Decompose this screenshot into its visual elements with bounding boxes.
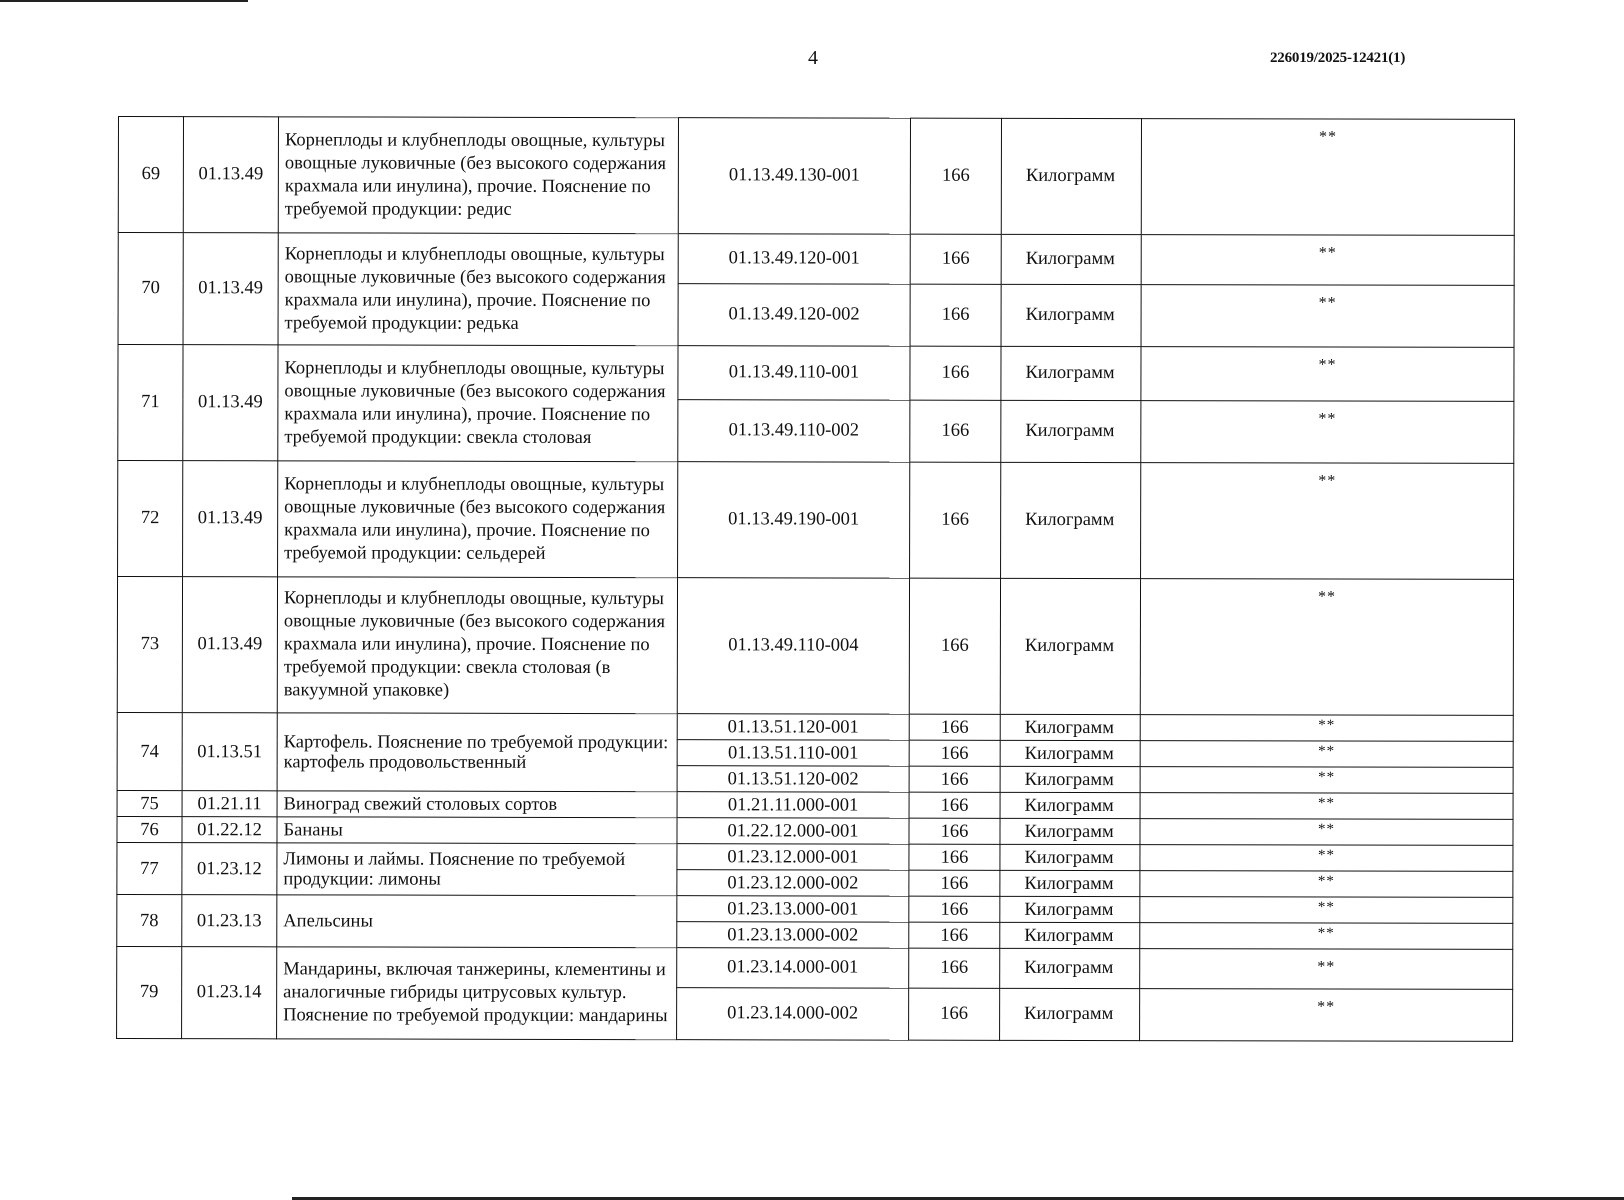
note-cell: **: [1140, 579, 1513, 716]
product-description-cell: Корнеплоды и клубнеплоды овощные, культуры овощные луковичные (без высокого содержания крахмала или инулина), прочие. Пояснение по требуемой продукции: редька: [278, 233, 678, 346]
row-number-cell: 73: [117, 577, 182, 713]
note-cell: **: [1140, 923, 1513, 950]
table-row: [117, 946, 1513, 989]
product-description-cell: Корнеплоды и клубнеплоды овощные, культуры овощные луковичные (без высокого содержания крахмала или инулина), прочие. Пояснение по требуемой продукции: свекла столовая (в вакуумной упаковке): [277, 577, 677, 714]
okei-code-cell: 166: [910, 118, 1001, 234]
product-description-cell: Бананы: [277, 817, 677, 844]
note-cell: **: [1140, 741, 1513, 768]
note-cell: **: [1140, 715, 1513, 742]
unit-cell: Килограмм: [1000, 714, 1140, 740]
top-rule: [0, 0, 248, 2]
note-cell: **: [1140, 793, 1513, 820]
okei-code-cell: 166: [909, 922, 1000, 948]
okei-code-cell: 166: [910, 400, 1001, 462]
ktru-code-cell: 01.21.11.000-001: [677, 792, 909, 818]
note-cell: **: [1141, 401, 1514, 464]
unit-cell: Килограмм: [1000, 792, 1140, 818]
unit-cell: Килограмм: [1001, 234, 1141, 284]
ktru-code-cell: 01.13.51.110-001: [677, 740, 909, 766]
unit-cell: Килограмм: [1001, 462, 1141, 578]
okei-code-cell: 166: [910, 462, 1001, 578]
okei-code-cell: 166: [909, 740, 1000, 766]
product-description-cell: Корнеплоды и клубнеплоды овощные, культуры овощные луковичные (без высокого содержания крахмала или инулина), прочие. Пояснение по требуемой продукции: редис: [278, 117, 678, 234]
okpd2-code-cell: 01.23.12: [182, 843, 277, 895]
unit-cell: Килограмм: [1000, 922, 1140, 948]
table-row: [118, 345, 1514, 402]
row-number-cell: 71: [118, 345, 183, 461]
row-number-cell: 77: [117, 842, 182, 894]
table-row: [117, 842, 1513, 871]
ktru-code-cell: 01.23.12.000-001: [677, 844, 909, 870]
okpd2-code-cell: 01.22.12: [182, 817, 277, 843]
product-description-cell: Корнеплоды и клубнеплоды овощные, культуры овощные луковичные (без высокого содержания крахмала или инулина), прочие. Пояснение по требуемой продукции: сельдерей: [278, 461, 678, 578]
okei-code-cell: 166: [909, 792, 1000, 818]
okpd2-code-cell: 01.13.49: [183, 461, 278, 577]
unit-cell: Килограмм: [1000, 578, 1140, 714]
table-row: [117, 816, 1513, 845]
row-number-cell: 78: [117, 894, 182, 946]
okei-code-cell: 166: [910, 284, 1001, 346]
product-description-cell: Корнеплоды и клубнеплоды овощные, культуры овощные луковичные (без высокого содержания крахмала или инулина), прочие. Пояснение по требуемой продукции: свекла столовая: [278, 345, 678, 462]
okpd2-code-cell: 01.21.11: [182, 791, 277, 817]
product-description-cell: Лимоны и лаймы. Пояснение по требуемой продукции: лимоны: [277, 843, 677, 896]
unit-cell: Килограмм: [1001, 118, 1141, 234]
unit-cell: Килограмм: [1000, 844, 1140, 870]
ktru-code-cell: 01.23.14.000-001: [677, 948, 909, 988]
okpd2-code-cell: 01.13.49: [183, 117, 278, 233]
okei-code-cell: 166: [909, 578, 1000, 714]
product-description-cell: Виноград свежий столовых сортов: [277, 791, 677, 818]
okei-code-cell: 166: [909, 988, 1000, 1040]
note-cell: **: [1141, 347, 1514, 402]
note-cell: **: [1141, 463, 1514, 580]
row-number-cell: 79: [117, 946, 182, 1038]
table-row: [118, 117, 1514, 236]
row-number-cell: 74: [117, 712, 182, 790]
ktru-code-cell: 01.13.49.190-001: [678, 462, 910, 578]
table-row: [117, 577, 1513, 716]
okei-code-cell: 166: [909, 844, 1000, 870]
okei-code-cell: 166: [909, 948, 1000, 988]
unit-cell: Килограмм: [1001, 346, 1141, 400]
ktru-code-cell: 01.13.49.120-002: [678, 284, 910, 346]
unit-cell: Килограмм: [1000, 818, 1140, 844]
row-number-cell: 72: [118, 461, 183, 577]
row-number-cell: 69: [118, 117, 183, 233]
page-number: 4: [808, 47, 818, 69]
okei-code-cell: 166: [909, 870, 1000, 896]
okei-code-cell: 166: [909, 766, 1000, 792]
ktru-code-cell: 01.23.14.000-002: [677, 988, 909, 1040]
note-cell: **: [1140, 871, 1513, 898]
unit-cell: Килограмм: [1000, 988, 1140, 1040]
ktru-code-cell: 01.13.49.130-001: [678, 118, 910, 234]
okei-code-cell: 166: [910, 234, 1001, 284]
row-number-cell: 76: [117, 816, 182, 842]
note-cell: **: [1140, 949, 1513, 990]
table-row: [118, 461, 1514, 580]
ktru-code-cell: 01.22.12.000-001: [677, 818, 909, 844]
product-description-cell: Апельсины: [277, 895, 677, 948]
note-cell: **: [1141, 235, 1514, 286]
row-number-cell: 70: [118, 233, 183, 345]
product-description-cell: Мандарины, включая танжерины, клементины и аналогичные гибриды цитрусовых культур. Пояснение по требуемой продукции: мандарины: [277, 947, 677, 1040]
ktru-code-cell: 01.13.49.120-001: [678, 234, 910, 284]
unit-cell: Килограмм: [1000, 740, 1140, 766]
product-description-cell: Картофель. Пояснение по требуемой продукции: картофель продовольственный: [277, 713, 677, 792]
okpd2-code-cell: 01.23.14: [182, 947, 277, 1039]
okpd2-code-cell: 01.13.49: [182, 577, 277, 713]
unit-cell: Килограмм: [1000, 766, 1140, 792]
table-row: [117, 712, 1513, 741]
ktru-code-cell: 01.13.49.110-002: [678, 400, 910, 462]
ktru-code-cell: 01.23.13.000-002: [677, 922, 909, 948]
unit-cell: Килограмм: [1000, 948, 1140, 988]
note-cell: **: [1141, 119, 1514, 236]
unit-cell: Килограмм: [1000, 896, 1140, 922]
row-number-cell: 75: [117, 790, 182, 816]
note-cell: **: [1140, 897, 1513, 924]
unit-cell: Килограмм: [1000, 870, 1140, 896]
products-table: [116, 116, 1515, 1042]
note-cell: **: [1140, 845, 1513, 872]
okei-code-cell: 166: [909, 896, 1000, 922]
table-row: [117, 790, 1513, 819]
unit-cell: Килограмм: [1001, 400, 1141, 462]
okei-code-cell: 166: [909, 818, 1000, 844]
ktru-code-cell: 01.13.49.110-004: [677, 578, 909, 714]
ktru-code-cell: 01.13.51.120-002: [677, 766, 909, 792]
table-row: [118, 233, 1514, 286]
note-cell: **: [1140, 819, 1513, 846]
ktru-code-cell: 01.13.51.120-001: [677, 714, 909, 740]
okei-code-cell: 166: [910, 346, 1001, 400]
okpd2-code-cell: 01.13.51: [182, 713, 277, 791]
unit-cell: Килограмм: [1001, 284, 1141, 346]
table-row: [117, 894, 1513, 923]
ktru-code-cell: 01.23.12.000-002: [677, 870, 909, 896]
ktru-code-cell: 01.13.49.110-001: [678, 346, 910, 400]
note-cell: **: [1140, 989, 1513, 1042]
document-id: 226019/2025-12421(1): [1270, 50, 1406, 66]
okpd2-code-cell: 01.23.13: [182, 895, 277, 947]
note-cell: **: [1141, 285, 1514, 348]
okpd2-code-cell: 01.13.49: [183, 233, 278, 345]
okei-code-cell: 166: [909, 714, 1000, 740]
note-cell: **: [1140, 767, 1513, 794]
ktru-code-cell: 01.23.13.000-001: [677, 896, 909, 922]
okpd2-code-cell: 01.13.49: [183, 345, 278, 461]
products-table-body: [117, 117, 1515, 1042]
